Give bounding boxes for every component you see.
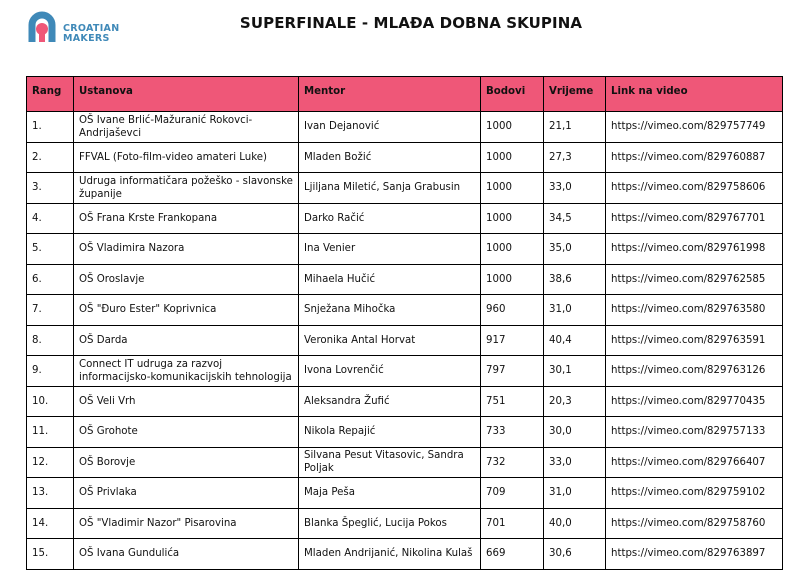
video-link[interactable]: https://vimeo.com/829767701 xyxy=(606,203,783,234)
mentor-cell: Mladen Andrijanić, Nikolina Kulaš xyxy=(299,539,481,570)
bodovi-cell: 1000 xyxy=(481,234,544,265)
rang-cell: 2. xyxy=(27,142,74,173)
bodovi-cell: 701 xyxy=(481,508,544,539)
vrijeme-cell: 38,6 xyxy=(544,264,606,295)
rang-cell: 1. xyxy=(27,112,74,143)
mentor-cell: Mladen Božić xyxy=(299,142,481,173)
video-link[interactable]: https://vimeo.com/829763126 xyxy=(606,356,783,387)
table-row xyxy=(27,234,783,265)
results-table xyxy=(26,76,783,570)
ustanova-cell: OŠ Privlaka xyxy=(74,478,299,509)
ustanova-cell: Udruga informatičara požeško - slavonske županije xyxy=(74,173,299,204)
ustanova-cell: OŠ "Vladimir Nazor" Pisarovina xyxy=(74,508,299,539)
table-row xyxy=(27,417,783,448)
vrijeme-cell: 40,4 xyxy=(544,325,606,356)
mentor-cell: Maja Peša xyxy=(299,478,481,509)
page-title: SUPERFINALE - MLAĐA DOBNA SKUPINA xyxy=(239,14,583,32)
table-row xyxy=(27,447,783,478)
bodovi-cell: 751 xyxy=(481,386,544,417)
mentor-cell: Veronika Antal Horvat xyxy=(299,325,481,356)
table-row xyxy=(27,325,783,356)
rang-cell: 15. xyxy=(27,539,74,570)
rang-cell: 10. xyxy=(27,386,74,417)
mentor-cell: Mihaela Hučić xyxy=(299,264,481,295)
rang-cell: 7. xyxy=(27,295,74,326)
bodovi-cell: 1000 xyxy=(481,203,544,234)
vrijeme-cell: 30,0 xyxy=(544,417,606,448)
rang-cell: 6. xyxy=(27,264,74,295)
header-mentor: Mentor xyxy=(299,77,481,112)
ustanova-cell: Connect IT udruga za razvoj informacijsko-komunikacijskih tehnologija xyxy=(74,356,299,387)
rang-cell: 3. xyxy=(27,173,74,204)
ustanova-cell: OŠ Borovje xyxy=(74,447,299,478)
table-row xyxy=(27,539,783,570)
header-rang: Rang xyxy=(27,77,74,112)
mentor-cell: Aleksandra Žufić xyxy=(299,386,481,417)
rang-cell: 12. xyxy=(27,447,74,478)
table-header-row xyxy=(27,77,783,112)
video-link[interactable]: https://vimeo.com/829757749 xyxy=(606,112,783,143)
bodovi-cell: 917 xyxy=(481,325,544,356)
ustanova-cell: OŠ "Đuro Ester" Koprivnica xyxy=(74,295,299,326)
video-link[interactable]: https://vimeo.com/829770435 xyxy=(606,386,783,417)
table-row xyxy=(27,508,783,539)
table-row xyxy=(27,173,783,204)
rang-cell: 11. xyxy=(27,417,74,448)
mentor-cell: Ina Venier xyxy=(299,234,481,265)
table-row xyxy=(27,112,783,143)
vrijeme-cell: 30,6 xyxy=(544,539,606,570)
logo-line-1: CROATIAN xyxy=(63,23,120,34)
bodovi-cell: 709 xyxy=(481,478,544,509)
bodovi-cell: 732 xyxy=(481,447,544,478)
mentor-cell: Nikola Repajić xyxy=(299,417,481,448)
video-link[interactable]: https://vimeo.com/829763591 xyxy=(606,325,783,356)
rang-cell: 4. xyxy=(27,203,74,234)
mentor-cell: Silvana Pesut Vitasovic, Sandra Poljak xyxy=(299,447,481,478)
vrijeme-cell: 27,3 xyxy=(544,142,606,173)
vrijeme-cell: 31,0 xyxy=(544,478,606,509)
ustanova-cell: OŠ Grohote xyxy=(74,417,299,448)
bodovi-cell: 797 xyxy=(481,356,544,387)
bodovi-cell: 960 xyxy=(481,295,544,326)
vrijeme-cell: 33,0 xyxy=(544,447,606,478)
video-link[interactable]: https://vimeo.com/829762585 xyxy=(606,264,783,295)
bodovi-cell: 1000 xyxy=(481,112,544,143)
ustanova-cell: FFVAL (Foto-film-video amateri Luke) xyxy=(74,142,299,173)
header-vrijeme: Vrijeme xyxy=(544,77,606,112)
header-link: Link na video xyxy=(606,77,783,112)
table-row xyxy=(27,142,783,173)
vrijeme-cell: 40,0 xyxy=(544,508,606,539)
rang-cell: 8. xyxy=(27,325,74,356)
vrijeme-cell: 31,0 xyxy=(544,295,606,326)
header-ustanova: Ustanova xyxy=(74,77,299,112)
ustanova-cell: OŠ Frana Krste Frankopana xyxy=(74,203,299,234)
ustanova-cell: OŠ Vladimira Nazora xyxy=(74,234,299,265)
ustanova-cell: OŠ Veli Vrh xyxy=(74,386,299,417)
ustanova-cell: OŠ Darda xyxy=(74,325,299,356)
video-link[interactable]: https://vimeo.com/829760887 xyxy=(606,142,783,173)
bodovi-cell: 1000 xyxy=(481,264,544,295)
table-row xyxy=(27,295,783,326)
mentor-cell: Darko Račić xyxy=(299,203,481,234)
bodovi-cell: 1000 xyxy=(481,142,544,173)
video-link[interactable]: https://vimeo.com/829758760 xyxy=(606,508,783,539)
bodovi-cell: 733 xyxy=(481,417,544,448)
mentor-cell: Ljiljana Miletić, Sanja Grabusin xyxy=(299,173,481,204)
table-row xyxy=(27,264,783,295)
mentor-cell: Blanka Špeglić, Lucija Pokos xyxy=(299,508,481,539)
table-row xyxy=(27,356,783,387)
vrijeme-cell: 21,1 xyxy=(544,112,606,143)
video-link[interactable]: https://vimeo.com/829763580 xyxy=(606,295,783,326)
bodovi-cell: 669 xyxy=(481,539,544,570)
bodovi-cell: 1000 xyxy=(481,173,544,204)
table-row xyxy=(27,478,783,509)
logo-line-2: MAKERS xyxy=(63,33,110,44)
video-link[interactable]: https://vimeo.com/829763897 xyxy=(606,539,783,570)
video-link[interactable]: https://vimeo.com/829757133 xyxy=(606,417,783,448)
mentor-cell: Snježana Mihočka xyxy=(299,295,481,326)
table-body xyxy=(27,112,783,570)
ustanova-cell: OŠ Ivane Brlić-Mažuranić Rokovci-Andrijaševci xyxy=(74,112,299,143)
mentor-cell: Ivan Dejanović xyxy=(299,112,481,143)
rang-cell: 5. xyxy=(27,234,74,265)
video-link[interactable]: https://vimeo.com/829761998 xyxy=(606,234,783,265)
rang-cell: 9. xyxy=(27,356,74,387)
video-link[interactable]: https://vimeo.com/829759102 xyxy=(606,478,783,509)
vrijeme-cell: 35,0 xyxy=(544,234,606,265)
vrijeme-cell: 30,1 xyxy=(544,356,606,387)
header-bodovi: Bodovi xyxy=(481,77,544,112)
vrijeme-cell: 20,3 xyxy=(544,386,606,417)
video-link[interactable]: https://vimeo.com/829766407 xyxy=(606,447,783,478)
rang-cell: 14. xyxy=(27,508,74,539)
ustanova-cell: OŠ Ivana Gundulića xyxy=(74,539,299,570)
vrijeme-cell: 34,5 xyxy=(544,203,606,234)
video-link[interactable]: https://vimeo.com/829758606 xyxy=(606,173,783,204)
table-row xyxy=(27,386,783,417)
rang-cell: 13. xyxy=(27,478,74,509)
mentor-cell: Ivona Lovrenčić xyxy=(299,356,481,387)
vrijeme-cell: 33,0 xyxy=(544,173,606,204)
ustanova-cell: OŠ Oroslavje xyxy=(74,264,299,295)
table-row xyxy=(27,203,783,234)
